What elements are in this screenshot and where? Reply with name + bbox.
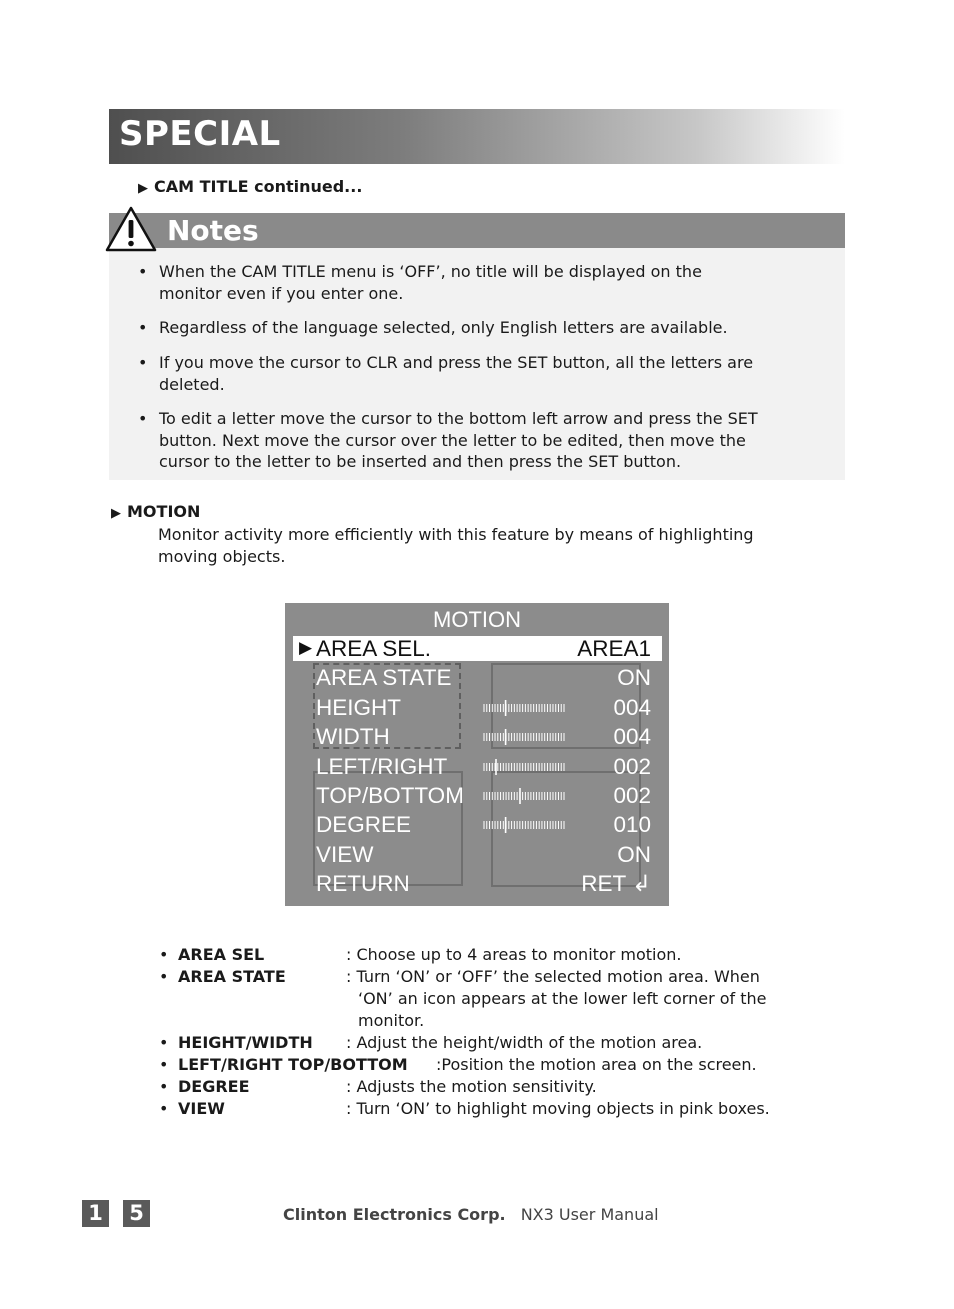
osd-slider	[483, 788, 565, 804]
bullet-dot: •	[159, 967, 169, 986]
osd-slider	[483, 729, 565, 745]
footer-manual: NX3 User Manual	[520, 1205, 659, 1224]
osd-row-value: ON	[617, 841, 651, 867]
definition-description: : Adjusts the motion sensitivity.	[346, 1077, 597, 1096]
osd-row-label[interactable]: VIEW	[316, 841, 374, 867]
osd-slider	[483, 817, 565, 833]
definition-description: : Turn ‘ON’ or ‘OFF’ the selected motion area. When ‘ON’ an icon appears at the lower left corner of the monitor.	[346, 967, 767, 1030]
footer-text	[283, 1205, 659, 1224]
definition-term: LEFT/RIGHT TOP/BOTTOM	[178, 1055, 408, 1074]
osd-row-label[interactable]: RETURN	[316, 871, 410, 897]
definition-description: : Choose up to 4 areas to monitor motion.	[346, 945, 682, 964]
bullet-dot: •	[159, 1033, 169, 1052]
bullet-dot: •	[138, 409, 148, 428]
osd-row-value: 010	[613, 812, 651, 838]
osd-row-value: ON	[617, 665, 651, 691]
triangle-right-icon: ▶	[111, 506, 121, 521]
definition-term: AREA STATE	[178, 967, 286, 986]
subheading-motion: ▶ MOTION	[111, 502, 201, 521]
osd-row-value: RET ↲	[581, 871, 651, 897]
bullet-dot: •	[159, 1055, 169, 1074]
osd-slider	[483, 700, 565, 716]
bullet-dot: •	[159, 945, 169, 964]
footer-company: Clinton Electronics Corp.	[283, 1205, 506, 1224]
definition-description: : Adjust the height/width of the motion area.	[346, 1033, 703, 1052]
definition-term: DEGREE	[178, 1077, 250, 1096]
bullet-dot: •	[138, 262, 148, 281]
page-number-digit: 1	[82, 1200, 109, 1227]
page-number-digit: 5	[123, 1200, 150, 1227]
definition-description: :Position the motion area on the screen.	[436, 1055, 757, 1074]
triangle-right-icon: ▶	[138, 181, 148, 196]
bullet-dot: •	[159, 1099, 169, 1118]
note-item: • If you move the cursor to CLR and press the SET button, all the letters are deleted.	[138, 353, 754, 394]
definition-description: : Turn ‘ON’ to highlight moving objects in pink boxes.	[346, 1099, 770, 1118]
osd-row-value: 004	[613, 694, 651, 720]
osd-title: MOTION	[433, 607, 521, 632]
definition-term: AREA SEL	[178, 945, 265, 964]
osd-row-value: 004	[613, 724, 651, 750]
motion-description: Monitor activity more efficiently with this feature by means of highlighting moving objects.	[158, 525, 754, 566]
notes-title: Notes	[167, 214, 259, 247]
note-item: • Regardless of the language selected, only English letters are available.	[138, 318, 728, 337]
osd-row-value: AREA1	[577, 636, 651, 661]
bullet-dot: •	[159, 1077, 169, 1096]
osd-row-value: 002	[613, 753, 651, 779]
bullet-dot: •	[138, 318, 148, 337]
warning-icon	[104, 205, 158, 253]
osd-slider	[483, 759, 565, 775]
note-item: • To edit a letter move the cursor to the bottom left arrow and press the SET button. Next move the cursor over the letter to be edited, then move the cursor to the letter to be inserted and then press the SET button.	[138, 409, 758, 471]
definition-term: HEIGHT/WIDTH	[178, 1033, 313, 1052]
osd-row-label[interactable]: TOP/BOTTOM	[316, 783, 464, 808]
definition-term: VIEW	[178, 1099, 225, 1118]
bullet-dot: •	[138, 353, 148, 372]
osd-row-value: 002	[613, 783, 651, 808]
note-item: • When the CAM TITLE menu is ‘OFF’, no title will be displayed on the monitor even if you enter one.	[138, 262, 702, 303]
osd-row-label[interactable]: WIDTH	[316, 724, 390, 750]
osd-row-label[interactable]: HEIGHT	[316, 694, 402, 720]
subheading-cam-title: ▶ CAM TITLE continued...	[138, 177, 363, 196]
osd-row-label[interactable]: LEFT/RIGHT	[316, 753, 448, 779]
cursor-arrow-icon: ▶	[299, 638, 313, 658]
motion-osd-menu	[285, 603, 669, 906]
page-title: SPECIAL	[119, 114, 281, 154]
osd-row-label[interactable]: AREA SEL.	[316, 636, 432, 661]
osd-row-label[interactable]: DEGREE	[316, 812, 412, 838]
osd-row-label[interactable]: AREA STATE	[316, 665, 452, 691]
